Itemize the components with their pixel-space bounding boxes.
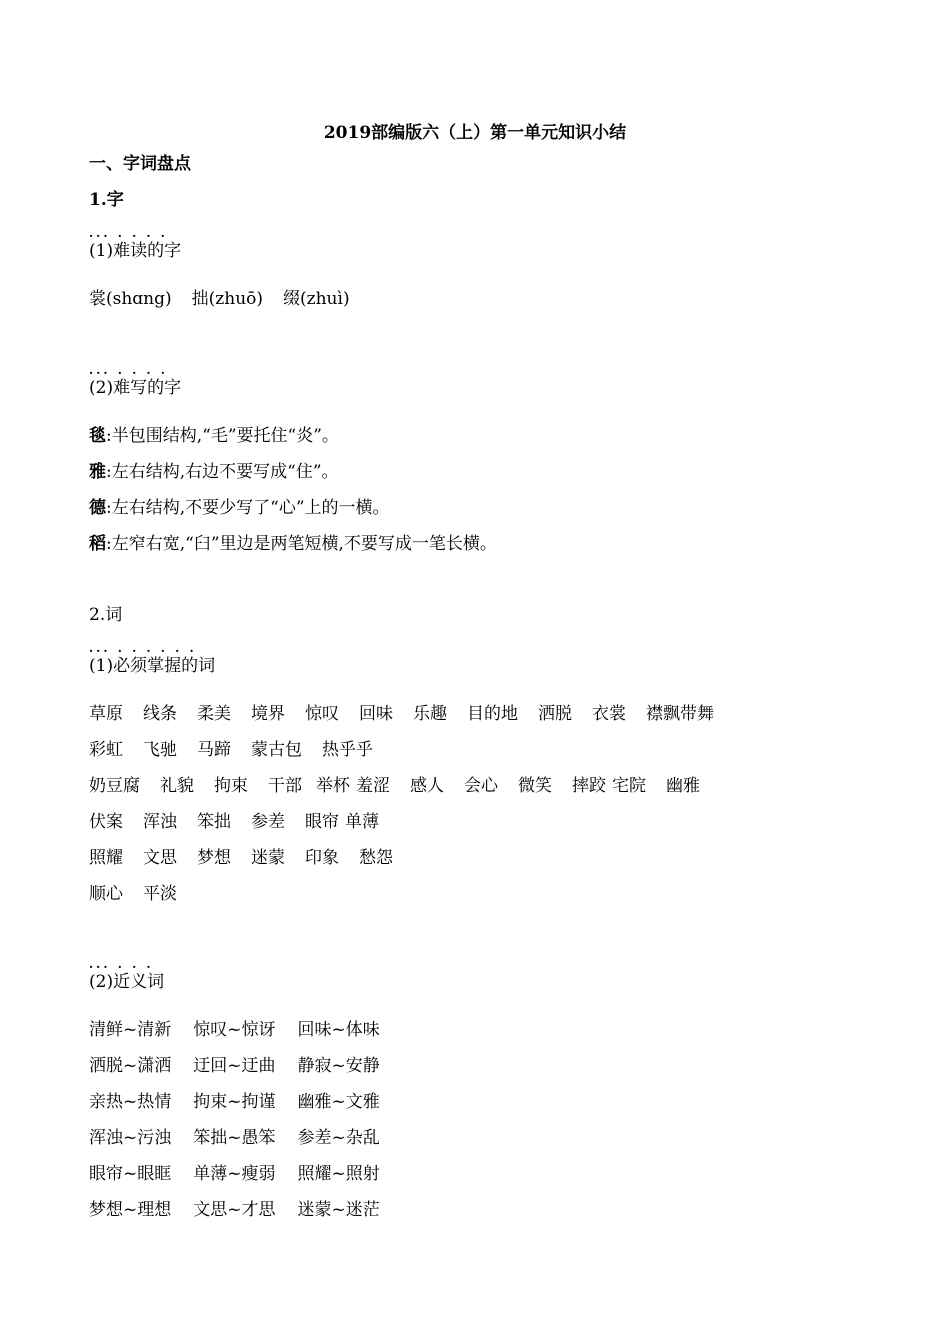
synonym-pair: 文思~才思: [193, 1200, 276, 1220]
synonym-pair: 迂回~迂曲: [193, 1056, 276, 1076]
synonym-pair: 单薄~瘦弱: [193, 1164, 276, 1184]
synonym-pair: 回味~体味: [297, 1020, 380, 1040]
synonyms-heading: (2)近义词: [89, 972, 165, 992]
word: 眼帘: [305, 812, 339, 832]
word: 柔美: [197, 704, 231, 724]
word: 拘束: [214, 776, 248, 796]
synonym-row: [89, 1127, 402, 1149]
synonym-row: [89, 1199, 402, 1221]
must-know-words-heading: (1)必须掌握的词: [89, 656, 216, 676]
document-title: 2019部编版六（上）第一单元知识小结: [323, 123, 627, 143]
word: 会心: [464, 776, 498, 796]
word: 热乎乎: [322, 740, 373, 760]
character: 雅: [89, 462, 106, 482]
word: 蒙古包: [251, 740, 302, 760]
character: 稻: [89, 534, 106, 554]
word: 迷蒙: [251, 848, 285, 868]
synonym-pair: 幽雅~文雅: [297, 1092, 380, 1112]
subsection-heading-characters: 1.字: [89, 190, 124, 210]
synonym-pair: 洒脱~潇洒: [89, 1056, 172, 1076]
word: 干部: [268, 776, 302, 796]
word: 梦想: [197, 848, 231, 868]
word: 幽雅: [666, 776, 700, 796]
character-note: :半包围结构,“毛”要托住“炎”。: [106, 426, 339, 446]
character: 毯: [89, 426, 106, 446]
emphasis-dots: ... . . . .: [89, 226, 168, 240]
character: 德: [89, 498, 106, 518]
word: 单薄: [345, 812, 379, 832]
word: 襟飘带舞: [646, 704, 714, 724]
word: 微笑: [518, 776, 552, 796]
word: 礼貌: [160, 776, 194, 796]
synonym-pair: 拘束~拘谨: [193, 1092, 276, 1112]
word: 马蹄: [197, 740, 231, 760]
word: 笨拙: [197, 812, 231, 832]
hard-to-write-item: [89, 497, 390, 519]
word: 浑浊: [143, 812, 177, 832]
emphasis-dots: ... . . .: [89, 957, 154, 971]
synonym-pair: 亲热~热情: [89, 1092, 172, 1112]
hard-to-write-item: [89, 461, 339, 483]
subsection-heading-words: 2.词: [89, 605, 123, 625]
synonym-row: [89, 1055, 402, 1077]
word: 照耀: [89, 848, 123, 868]
character-note: :左窄右宽,“臼”里边是两笔短横,不要写成一笔长横。: [106, 534, 497, 554]
word: 宅院: [612, 776, 646, 796]
word: 羞涩: [356, 776, 390, 796]
word-row: [89, 703, 734, 725]
word: 愁怨: [359, 848, 393, 868]
pinyin-item: 裳(shɑng): [89, 289, 172, 309]
word: 洒脱: [538, 704, 572, 724]
character-note: :左右结构,右边不要写成“住”。: [106, 462, 339, 482]
word: 彩虹: [89, 740, 123, 760]
synonym-pair: 惊叹~惊讶: [193, 1020, 276, 1040]
hard-to-write-item: [89, 425, 339, 447]
word: 衣裳: [592, 704, 626, 724]
synonym-pair: 静寂~安静: [297, 1056, 380, 1076]
word: 目的地: [467, 704, 518, 724]
synonym-pair: 迷蒙~迷茫: [297, 1200, 380, 1220]
word: 举杯: [316, 776, 350, 796]
word: 奶豆腐: [89, 776, 140, 796]
synonym-pair: 梦想~理想: [89, 1200, 172, 1220]
word: 回味: [359, 704, 393, 724]
word: 线条: [143, 704, 177, 724]
word: 顺心: [89, 884, 123, 904]
synonym-row: [89, 1019, 402, 1041]
word: 摔跤: [572, 776, 606, 796]
section-heading-words: 一、字词盘点: [89, 154, 191, 174]
synonym-pair: 笨拙~愚笨: [193, 1128, 276, 1148]
synonym-pair: 眼帘~眼眶: [89, 1164, 172, 1184]
pinyin-item: 缀(zhuì): [283, 289, 350, 309]
word: 乐趣: [413, 704, 447, 724]
hard-to-read-heading: (1)难读的字: [89, 241, 182, 261]
synonym-row: [89, 1163, 402, 1185]
emphasis-dots: ... . . . .: [89, 363, 168, 377]
word: 飞驰: [143, 740, 177, 760]
word-row: [89, 775, 720, 797]
word: 印象: [305, 848, 339, 868]
word-row: [89, 883, 197, 905]
word: 感人: [410, 776, 444, 796]
word: 境界: [251, 704, 285, 724]
word-row: [89, 739, 393, 761]
word: 惊叹: [305, 704, 339, 724]
hard-to-read-list: [89, 288, 350, 310]
synonym-pair: 参差~杂乱: [297, 1128, 380, 1148]
word: 平淡: [143, 884, 177, 904]
word: 伏案: [89, 812, 123, 832]
synonym-pair: 浑浊~污浊: [89, 1128, 172, 1148]
emphasis-dots: ... . . . . . .: [89, 641, 197, 655]
word-row: [89, 811, 399, 833]
synonym-row: [89, 1091, 402, 1113]
pinyin-item: 拙(zhuō): [191, 289, 264, 309]
word: 文思: [143, 848, 177, 868]
word: 参差: [251, 812, 285, 832]
hard-to-write-item: [89, 533, 497, 555]
hard-to-write-heading: (2)难写的字: [89, 378, 182, 398]
word: 草原: [89, 704, 123, 724]
character-note: :左右结构,不要少写了“心”上的一横。: [106, 498, 390, 518]
word-row: [89, 847, 413, 869]
synonym-pair: 照耀~照射: [297, 1164, 380, 1184]
synonym-pair: 清鲜~清新: [89, 1020, 172, 1040]
